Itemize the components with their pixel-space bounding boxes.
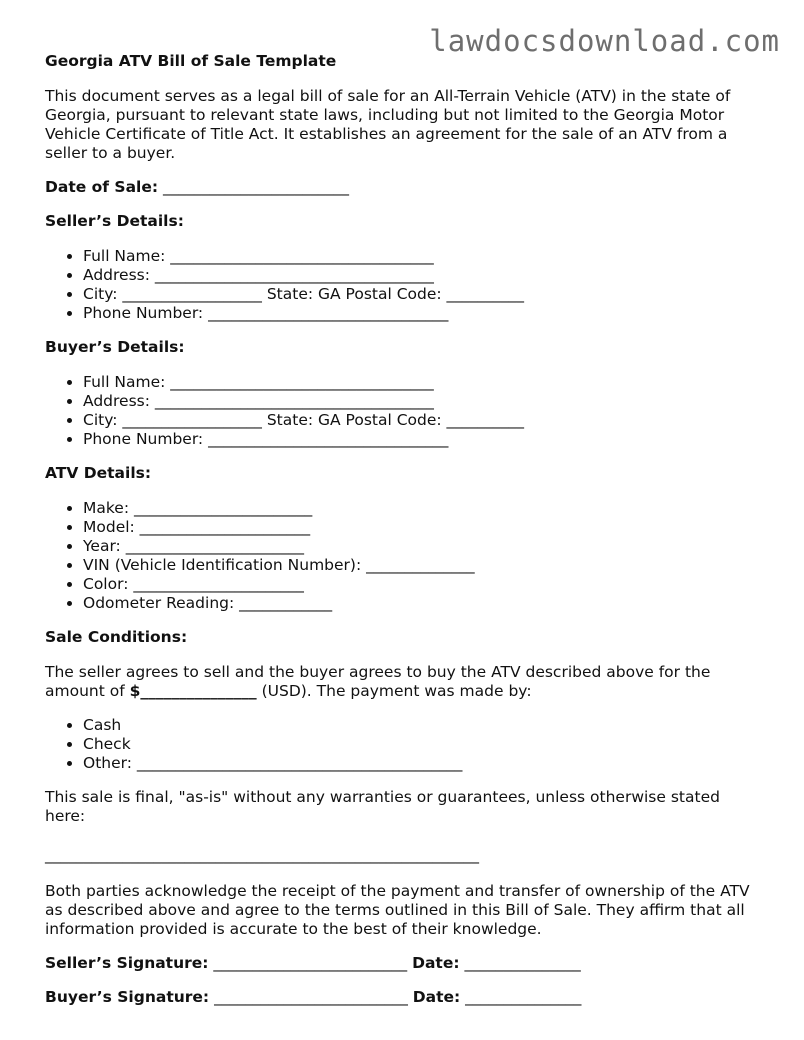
seller-date-field[interactable]: _______________ xyxy=(464,954,581,972)
buyer-city-state-postal[interactable]: • City: __________________ State: GA Postal Code: __________ xyxy=(83,411,765,430)
exceptions-field[interactable]: ________________________________________________________ xyxy=(45,846,479,864)
atv-odometer[interactable]: • Odometer Reading: ____________ xyxy=(83,594,765,613)
payment-methods-list xyxy=(45,716,765,773)
buyer-signature-field[interactable]: _________________________ xyxy=(214,988,408,1006)
conditions-text-after: (USD). The payment was made by: xyxy=(256,682,532,700)
watermark: lawdocsdownload.com xyxy=(429,24,780,58)
buyer-signature-label: Buyer’s Signature: xyxy=(45,988,210,1006)
conditions-paragraph xyxy=(45,663,765,701)
date-of-sale xyxy=(45,178,765,197)
atv-year[interactable]: • Year: _______________________ xyxy=(83,537,765,556)
seller-list xyxy=(45,247,765,323)
seller-signature-label: Seller’s Signature: xyxy=(45,954,209,972)
document-body xyxy=(45,52,765,1022)
seller-city-state-postal[interactable]: • City: __________________ State: GA Postal Code: __________ xyxy=(83,285,765,304)
seller-address[interactable]: • Address: ____________________________________ xyxy=(83,266,765,285)
atv-heading: ATV Details: xyxy=(45,464,152,482)
buyer-date-field[interactable]: _______________ xyxy=(465,988,582,1006)
intro-paragraph: This document serves as a legal bill of sale for an All-Terrain Vehicle (ATV) in the state of Georgia, pursuant to relevant state laws, including but not limited to the Georgia Motor Vehicle Certificate of Title Act. It establishes an agreement for the sale of an ATV from a seller to a buyer. xyxy=(45,87,731,162)
seller-signature-row xyxy=(45,954,765,973)
buyer-signature-row xyxy=(45,988,765,1007)
atv-model[interactable]: • Model: ______________________ xyxy=(83,518,765,537)
seller-signature-field[interactable]: _________________________ xyxy=(213,954,408,972)
date-of-sale-label: Date of Sale: xyxy=(45,178,159,196)
document-title: Georgia ATV Bill of Sale Template xyxy=(45,52,337,70)
atv-list xyxy=(45,499,765,613)
conditions-heading: Sale Conditions: xyxy=(45,628,188,646)
acknowledgement-paragraph: Both parties acknowledge the receipt of the payment and transfer of ownership of the ATV as described above and agree to the terms outlined in this Bill of Sale. They affirm that all information provided is accurate to the best of their knowledge. xyxy=(45,882,750,938)
seller-phone[interactable]: • Phone Number: _______________________________ xyxy=(83,304,765,323)
buyer-address[interactable]: • Address: ____________________________________ xyxy=(83,392,765,411)
as-is-paragraph: This sale is final, "as-is" without any warranties or guarantees, unless otherwise stated here: xyxy=(45,788,720,825)
sale-amount-field[interactable]: $_______________ xyxy=(129,682,257,700)
date-of-sale-field[interactable]: ________________________ xyxy=(163,178,350,196)
buyer-list xyxy=(45,373,765,449)
seller-date-label: Date: xyxy=(412,954,460,972)
atv-vin[interactable]: • VIN (Vehicle Identification Number): ______________ xyxy=(83,556,765,575)
buyer-date-label: Date: xyxy=(412,988,461,1006)
buyer-full-name[interactable]: • Full Name: __________________________________ xyxy=(83,373,765,392)
seller-heading: Seller’s Details: xyxy=(45,212,184,230)
buyer-heading: Buyer’s Details: xyxy=(45,338,185,356)
payment-other[interactable]: • Other: __________________________________________ xyxy=(83,754,765,773)
payment-cash[interactable]: • Cash xyxy=(83,716,765,735)
atv-make[interactable]: • Make: _______________________ xyxy=(83,499,765,518)
seller-full-name[interactable]: • Full Name: __________________________________ xyxy=(83,247,765,266)
buyer-phone[interactable]: • Phone Number: _______________________________ xyxy=(83,430,765,449)
atv-color[interactable]: • Color: ______________________ xyxy=(83,575,765,594)
conditions-text-before: The seller agrees to sell and the buyer agrees to buy the ATV described above for the amount of xyxy=(45,663,711,700)
payment-check[interactable]: • Check xyxy=(83,735,765,754)
